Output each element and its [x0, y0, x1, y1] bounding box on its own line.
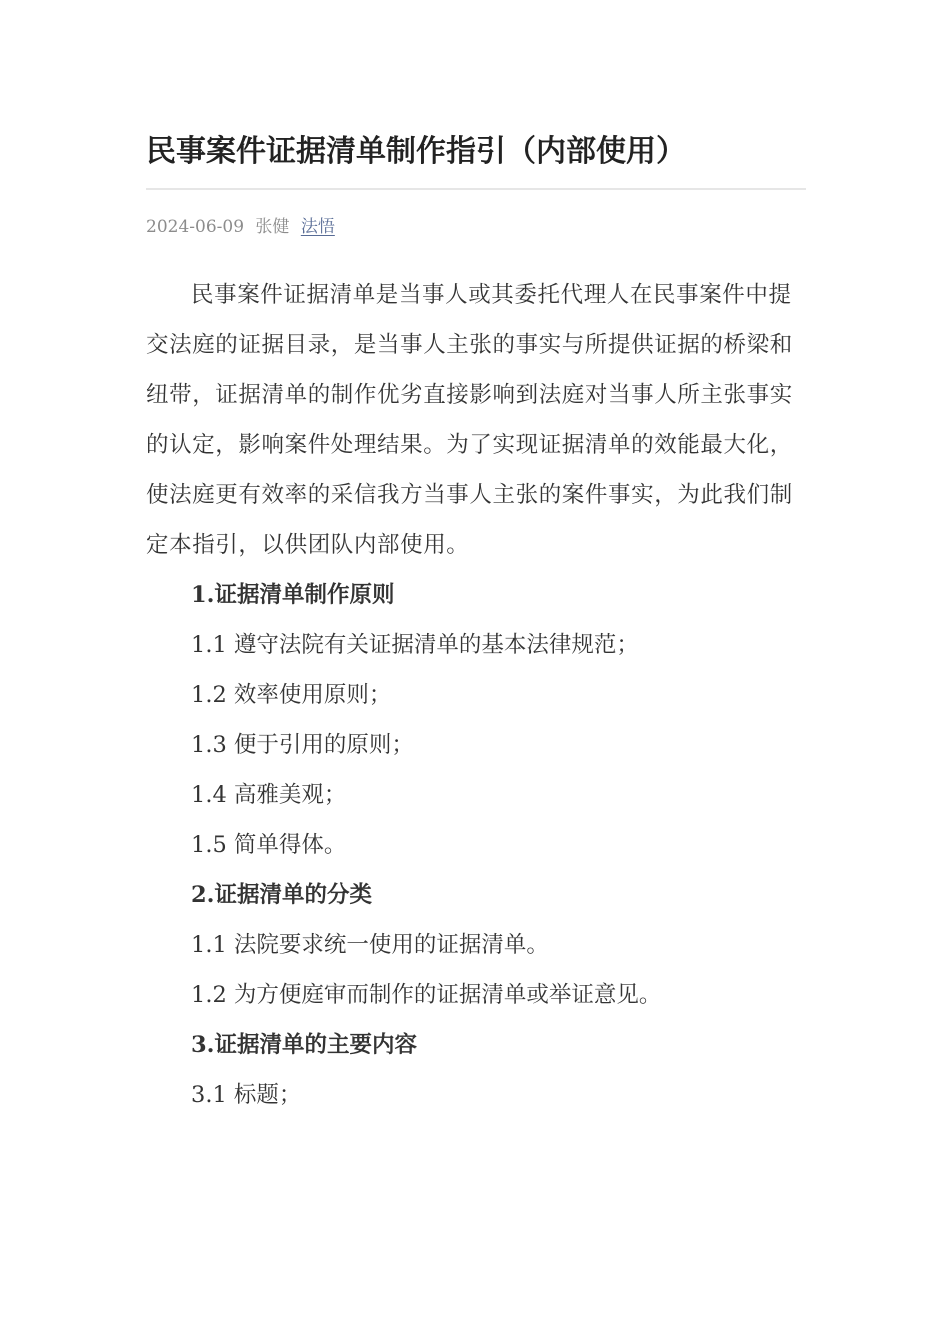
- list-item: 1.1 遵守法院有关证据清单的基本法律规范；: [191, 632, 639, 658]
- article-meta: [146, 214, 806, 240]
- list-item: 1.4 高雅美观；: [191, 782, 347, 808]
- author-name: 张健: [255, 217, 290, 237]
- list-item: 1.2 效率使用原则；: [191, 682, 392, 708]
- article: [146, 126, 806, 1120]
- list-item: 3.1 标题；: [191, 1082, 302, 1108]
- section-heading: 3.证据清单的主要内容: [191, 1032, 417, 1058]
- list-item: 1.5 简单得体。: [191, 832, 347, 858]
- intro-paragraph: 民事案件证据清单是当事人或其委托代理人在民事案件中提交法庭的证据目录，是当事人主张的事实与所提供证据的桥梁和纽带，证据清单的制作优劣直接影响到法庭对当事人所主张事实的认定，影响案件处理结果。为了实现证据清单的效能最大化，使法庭更有效率的采信我方当事人主张的案件事实，为此我们制定本指引，以供团队内部使用。: [146, 282, 793, 558]
- section-heading: 1.证据清单制作原则: [191, 582, 395, 608]
- list-item: 1.1 法院要求统一使用的证据清单。: [191, 932, 549, 958]
- article-title: 民事案件证据清单制作指引（内部使用）: [146, 126, 806, 190]
- publish-date: 2024-06-09: [146, 217, 245, 237]
- list-item: 1.3 便于引用的原则；: [191, 732, 414, 758]
- section-heading: 2.证据清单的分类: [191, 882, 372, 908]
- article-body: [146, 270, 806, 1120]
- source-link[interactable]: 法悟: [300, 217, 335, 237]
- list-item: 1.2 为方便庭审而制作的证据清单或举证意见。: [191, 982, 662, 1008]
